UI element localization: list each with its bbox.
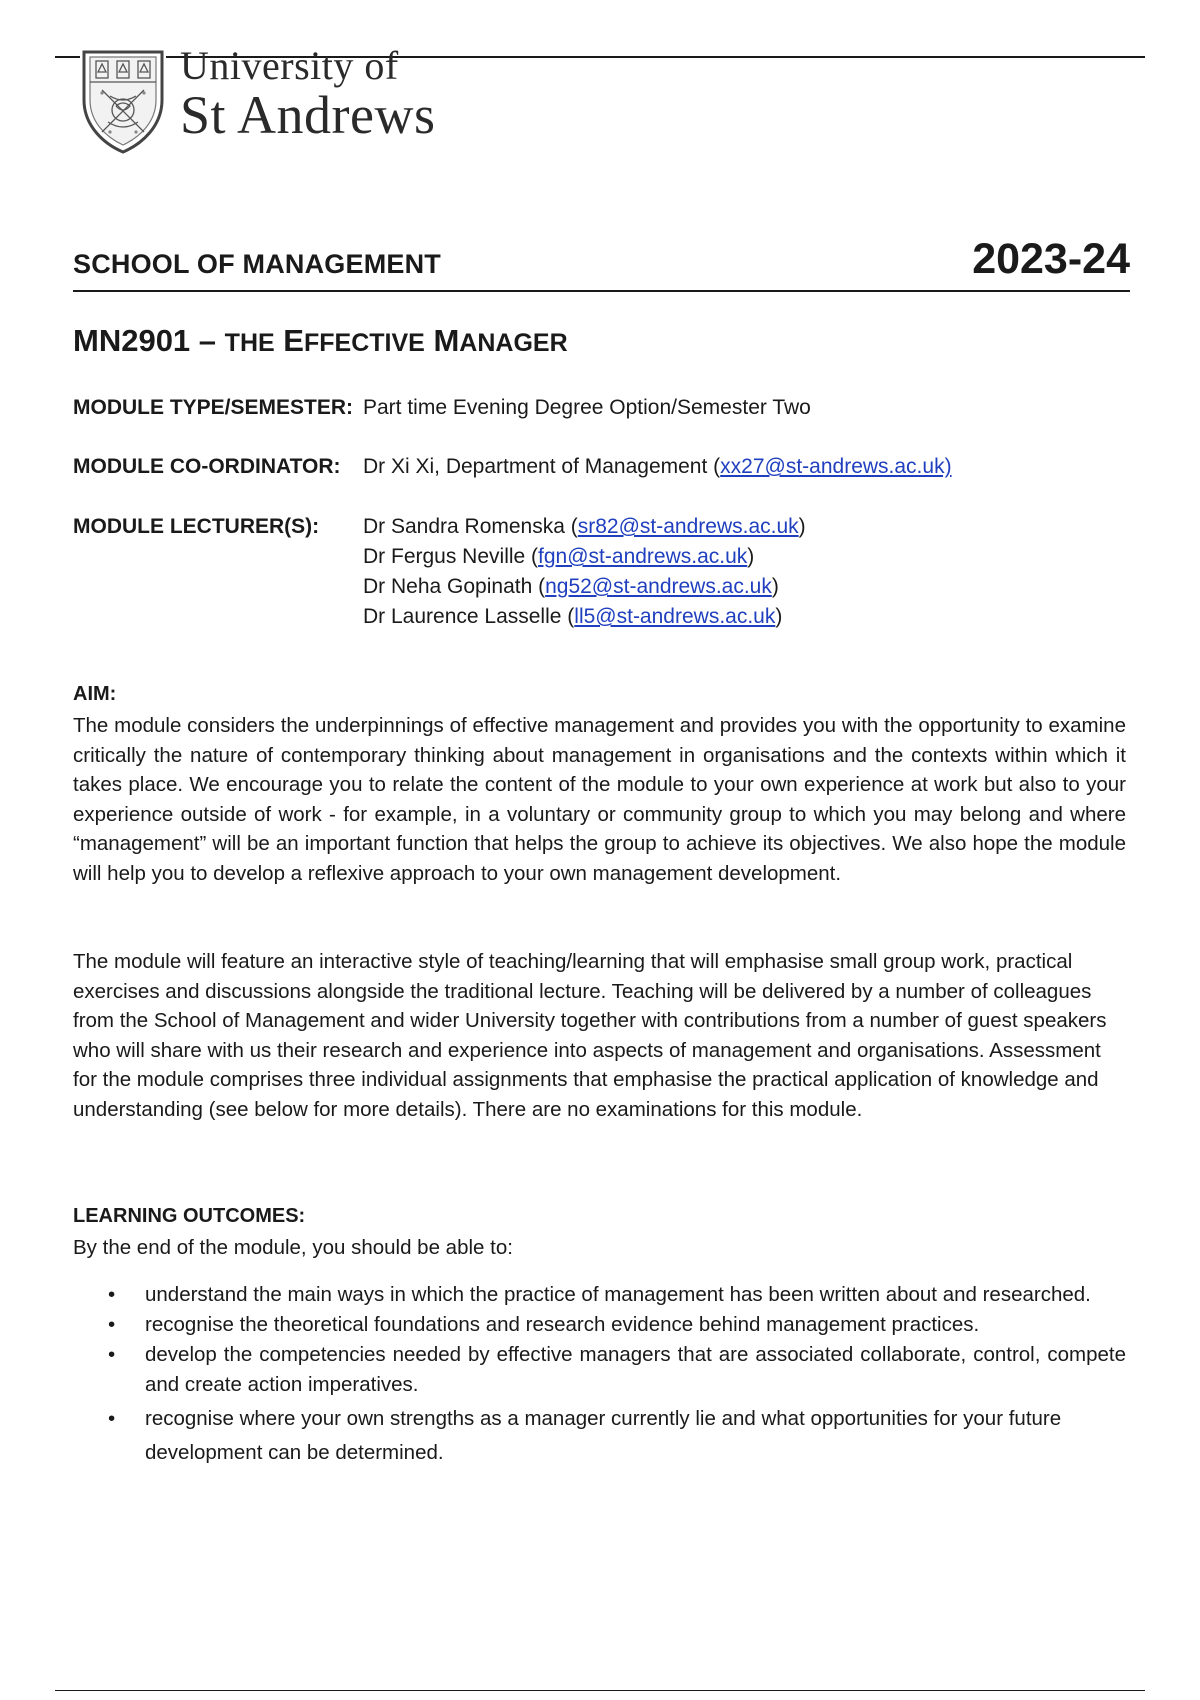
list-item: • recognise the theoretical foundations and research evidence behind management practices. bbox=[73, 1310, 1126, 1340]
aim-heading: AIM: bbox=[73, 683, 117, 705]
bullet-icon: • bbox=[108, 1407, 116, 1430]
module-coordinator-value bbox=[363, 452, 952, 482]
school-title: SCHOOL OF MANAGEMENT bbox=[73, 249, 441, 279]
aim-paragraph-2: The module will feature an interactive style of teaching/learning that will emphasise small group work, practical exercises and discussions alongside the traditional lecture. Teaching will be delivered by a number of colleagues from the School of Management and wider University together with contributions from a number of guest speakers who will share with us their research and experience into aspects of management and organisations. Assessment for the module comprises three individual assignments that emphasise the practical application of knowledge and understanding (see below for more details). There are no examinations for this module. bbox=[73, 950, 1107, 1121]
university-crest-icon bbox=[80, 48, 166, 154]
lecturer-item: Dr Laurence Lasselle (ll5@st-andrews.ac.uk) bbox=[363, 605, 783, 628]
coordinator-name: Dr Xi Xi, Department of Management ( bbox=[363, 455, 721, 478]
learning-outcomes-list bbox=[73, 1280, 1126, 1470]
coordinator-email-link[interactable]: xx27@st-andrews.ac.uk) bbox=[720, 455, 952, 478]
learning-outcomes-intro: By the end of the module, you should be able to: bbox=[73, 1236, 513, 1259]
lecturer-email-link[interactable]: fgn@st-andrews.ac.uk bbox=[538, 545, 748, 568]
list-item: • recognise where your own strengths as a manager currently lie and what opportunities for your future development can be determined. bbox=[73, 1402, 1126, 1470]
university-wordmark bbox=[180, 43, 436, 145]
module-title: MN2901 – THE EFFECTIVE MANAGER bbox=[73, 323, 568, 358]
lecturer-email-link[interactable]: ng52@st-andrews.ac.uk bbox=[545, 575, 772, 598]
university-line-2: St Andrews bbox=[180, 85, 436, 145]
bottom-rule bbox=[55, 1690, 1145, 1691]
bullet-icon: • bbox=[108, 1343, 116, 1366]
module-type-value: Part time Evening Degree Option/Semester Two bbox=[363, 396, 811, 419]
module-lecturers-label: MODULE LECTURER(S): bbox=[73, 515, 320, 538]
university-line-1: University of bbox=[180, 43, 399, 88]
lecturer-item: Dr Neha Gopinath (ng52@st-andrews.ac.uk) bbox=[363, 575, 779, 598]
module-code: MN2901 – bbox=[73, 323, 217, 358]
list-item: • develop the competencies needed by effective managers that are associated collaborate, control, compete and create action imperatives. bbox=[73, 1340, 1126, 1400]
lecturer-item: Dr Sandra Romenska (sr82@st-andrews.ac.uk) bbox=[363, 515, 806, 538]
aim-paragraph-1: The module considers the underpinnings of effective management and provides you with the opportunity to examine critically the nature of contemporary thinking about management in organisations and the contexts within which it takes place. We encourage you to relate the content of the module to your own experience at work but also to your experience outside of work - for example, in a voluntary or community group to which you may belong and where “management” will be an important function that helps the group to achieve its objectives. We also hope the module will help you to develop a reflexive approach to your own management development. bbox=[73, 714, 1126, 885]
lecturer-item: Dr Fergus Neville (fgn@st-andrews.ac.uk) bbox=[363, 545, 755, 568]
lecturer-list bbox=[363, 512, 806, 632]
learning-outcomes-heading: LEARNING OUTCOMES: bbox=[73, 1205, 306, 1227]
school-header-row bbox=[73, 230, 1130, 292]
academic-year: 2023-24 bbox=[972, 235, 1130, 283]
bullet-icon: • bbox=[108, 1313, 116, 1336]
bullet-icon: • bbox=[108, 1283, 116, 1306]
lecturer-email-link[interactable]: sr82@st-andrews.ac.uk bbox=[577, 515, 799, 538]
module-type-label: MODULE TYPE/SEMESTER: bbox=[73, 396, 354, 419]
lecturer-email-link[interactable]: ll5@st-andrews.ac.uk bbox=[574, 605, 776, 628]
module-coordinator-label: MODULE CO-ORDINATOR: bbox=[73, 455, 341, 478]
list-item: • understand the main ways in which the practice of management has been written about and researched. bbox=[73, 1280, 1126, 1310]
